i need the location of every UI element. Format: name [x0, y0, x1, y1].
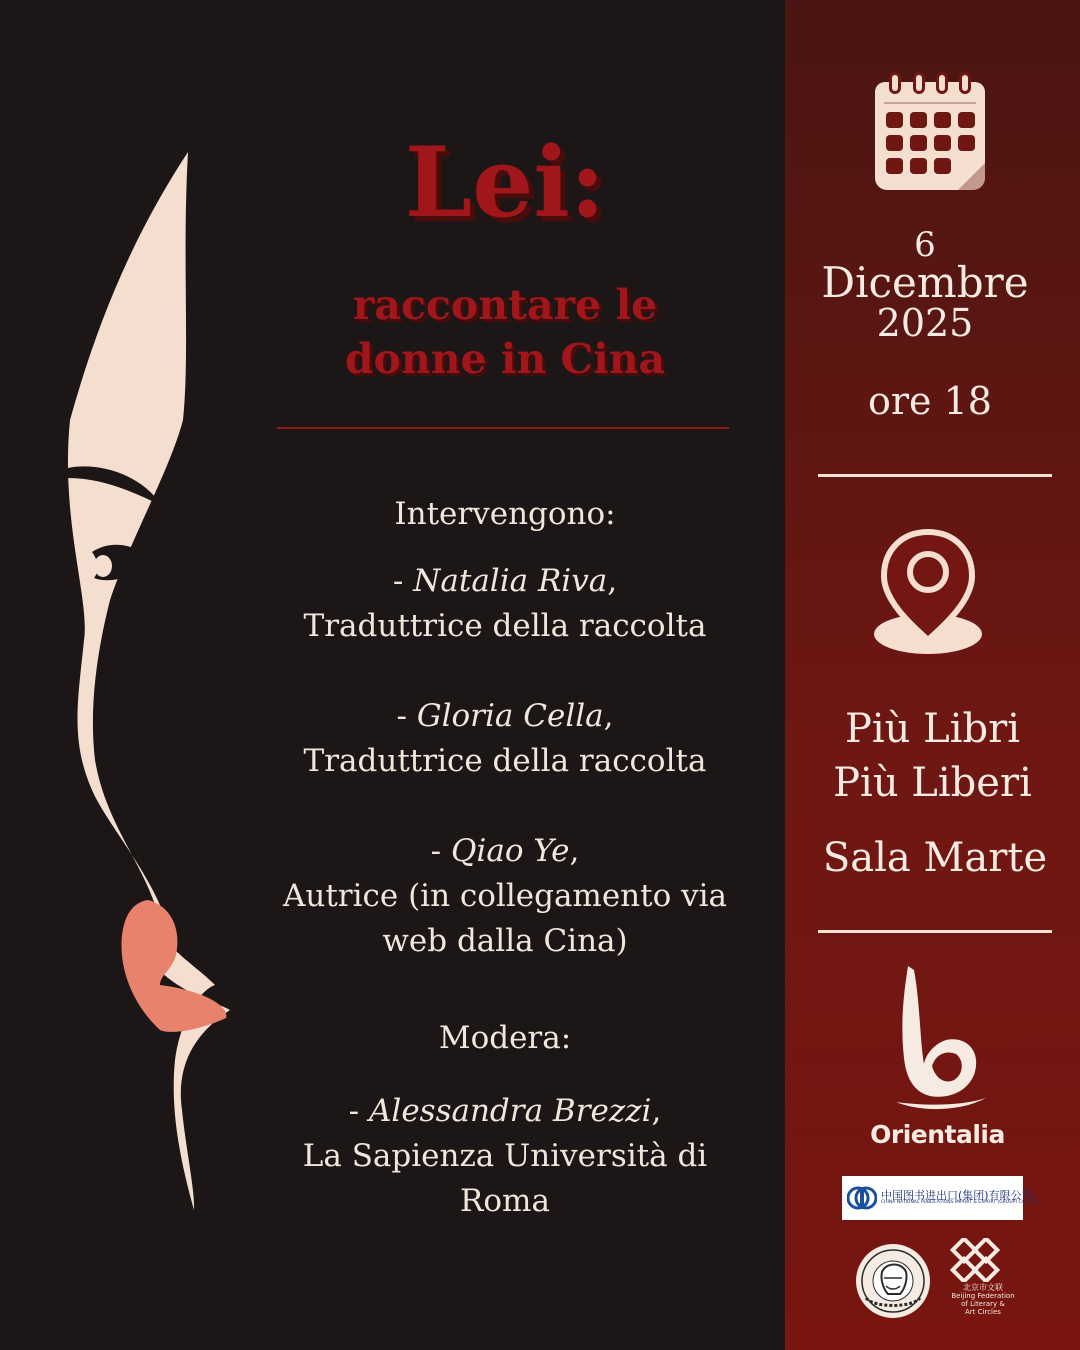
event-title: Lei:	[404, 126, 606, 239]
bflac-name-en-3: Art Circles	[965, 1308, 1001, 1316]
moderator-heading: Modera:	[438, 1020, 572, 1056]
bflac-logo-text	[942, 1284, 1024, 1316]
face-shape	[68, 152, 230, 1210]
speaker-name: Gloria Cella	[416, 698, 604, 734]
title-divider	[277, 427, 729, 429]
venue-divider	[818, 930, 1052, 933]
moderator-role-line-1: La Sapienza Università di	[302, 1138, 708, 1174]
speaker-name: Qiao Ye	[451, 833, 570, 869]
speaker-role: Traduttrice della raccolta	[303, 743, 707, 779]
speakers-heading: Intervengono:	[394, 496, 616, 532]
event-month: Dicembre	[821, 258, 1029, 307]
bflac-logo-icon	[950, 1238, 1000, 1282]
speaker-name-line: - Gloria Cella,	[396, 698, 614, 734]
moderator-name-line: - Alessandra Brezzi,	[348, 1093, 662, 1129]
bflac-name-cn: 北京市文联	[963, 1283, 1003, 1292]
venue-room: Sala Marte	[822, 835, 1048, 881]
moderator-name: Alessandra Brezzi	[369, 1093, 652, 1129]
eye-white	[94, 555, 112, 577]
speaker-entry	[260, 694, 750, 784]
orientalia-logo-text: Orientalia	[870, 1120, 1005, 1149]
venue-line-1: Più Libri	[844, 706, 1021, 752]
location-pin-icon	[872, 528, 984, 656]
literature-academy-seal-icon	[854, 1242, 932, 1320]
speaker-name-line: - Qiao Ye,	[430, 833, 580, 869]
bflac-name-en-1: Beijing Federation	[951, 1292, 1015, 1300]
venue-line-2: Più Liberi	[833, 760, 1032, 806]
venue-name	[785, 702, 1080, 810]
moderator-role-line-2: Roma	[460, 1183, 550, 1219]
subtitle-line-2: donne in Cina	[344, 335, 666, 383]
subtitle-line-1: raccontare le	[352, 281, 658, 329]
speaker-name: Natalia Riva	[413, 563, 608, 599]
date-divider	[818, 474, 1052, 477]
orientalia-logo-icon	[890, 962, 990, 1114]
cnpiec-text	[881, 1190, 1039, 1206]
moderator-entry	[260, 1089, 750, 1224]
speaker-role-line-2: web dalla Cina)	[382, 923, 628, 959]
event-day: 6	[914, 225, 936, 265]
event-subtitle	[280, 278, 730, 386]
speaker-name-line: - Natalia Riva,	[392, 563, 618, 599]
event-time: ore 18	[868, 379, 992, 423]
cnpiec-logo	[842, 1176, 1039, 1220]
speaker-role: Autrice (in collegamento via	[282, 878, 728, 914]
bflac-name-en-2: of Literary &	[961, 1300, 1005, 1308]
calendar-icon	[872, 68, 988, 194]
cnpiec-name-cn: 中国图书进出口(集团)有限公司	[881, 1188, 1033, 1202]
speaker-entry	[260, 829, 750, 964]
cnpiec-mark-icon	[847, 1185, 877, 1211]
event-year: 2025	[876, 301, 974, 345]
speaker-entry	[260, 559, 750, 649]
cnpiec-name-en: CHINA NATIONAL PUBLICATIONS IMPORT & EXPORT (GROUP) CO., LTD.	[881, 1200, 1039, 1206]
speakers-section	[260, 492, 750, 1269]
speaker-role: Traduttrice della raccolta	[303, 608, 707, 644]
